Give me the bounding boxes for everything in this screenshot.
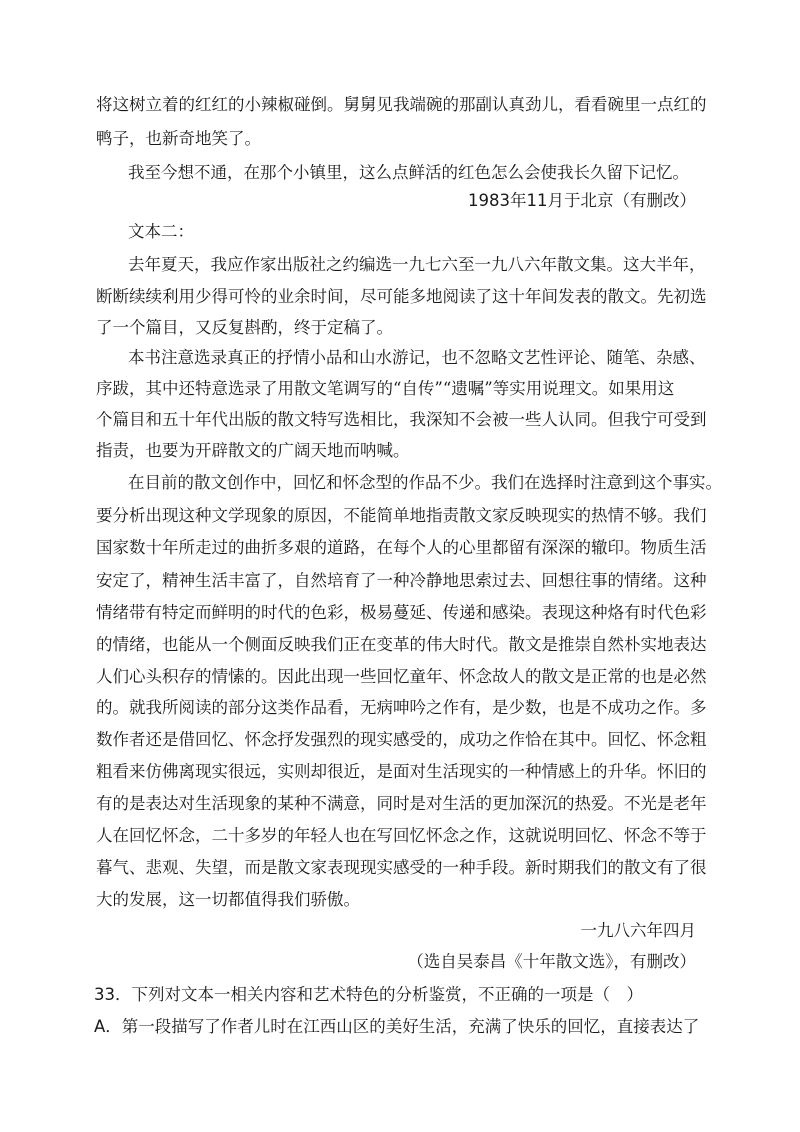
text-line: 鸭子，也新奇地笑了。 [96,129,261,148]
text-line: 情绪带有特定而鲜明的时代的色彩，极易蔓延、传递和感染。表现这种烙有时代色彩 [96,603,707,622]
text-line: 暮气、悲观、失望，而是散文家表现现实感受的一种手段。新时期我们的散文有了很 [96,858,707,877]
text-line: 的。就我所阅读的部分这类作品看，无病呻吟之作有，是少数，也是不成功之作。多 [96,698,707,717]
text-line: 国家数十年所走过的曲折多艰的道路，在每个人的心里都留有深深的辙印。物质生活 [96,538,707,557]
source-citation: （选自吴泰昌《十年散文选》，有删改） [407,952,696,971]
date-line: 1983年11月于北京（有删改） [468,191,696,210]
text-line: 安定了，精神生活丰富了，自然培育了一种冷静地思索过去、回想往事的情绪。这种 [96,571,707,590]
text-line: 数作者还是借回忆、怀念抒发强烈的现实感受的，成功之作恰在其中。回忆、怀念粗 [96,730,707,749]
text-line: 序跋，其中还特意选录了用散文笔调写的“自传”“遗嘱”等实用说理文。如果用这 [96,379,675,398]
text-line: 去年夏天，我应作家出版社之约编选一九七六至一九八六年散文集。这大半年， [128,255,706,274]
text-line: 在目前的散文创作中，回忆和怀念型的作品不少。我们在选择时注意到这个事实。 [128,473,722,492]
text-line: 了一个篇目，又反复斟酌，终于定稿了。 [96,318,393,337]
text-line: 人在回忆怀念，二十多岁的年轻人也在写回忆怀念之作，这就说明回忆、怀念不等于 [96,826,707,845]
text-line: 本书注意选录真正的抒情小品和山水游记，也不忽略文艺性评论、随笔、杂感、 [128,348,706,367]
section-heading: 文本二： [128,222,194,241]
text-line: 断断续续利用少得可怜的业余时间，尽可能多地阅读了这十年间发表的散文。先初选 [96,287,707,306]
question-33: 33．下列对文本一相关内容和艺术特色的分析鉴赏，不正确的一项是（ ） [94,985,643,1004]
text-line: 指责，也要为开辟散文的广阔天地而呐喊。 [96,441,410,460]
text-line: 将这树立着的红红的小辣椒碰倒。舅舅见我端碗的那副认真劲儿，看看碗里一点红的 [96,95,707,114]
text-line: 大的发展，这一切都值得我们骄傲。 [96,890,360,909]
date-line: 一九八六年四月 [580,921,696,940]
text-line: 人们心头积存的情愫的。因此出现一些回忆童年、怀念故人的散文是正常的也是必然 [96,667,707,686]
option-a: A．第一段描写了作者儿时在江西山区的美好生活，充满了快乐的回忆，直接表达了 [94,1017,700,1036]
text-line: 的情绪，也能从一个侧面反映我们正在变革的伟大时代。散文是推崇自然朴实地表达 [96,635,707,654]
text-line: 我至今想不通，在那个小镇里，这么点鲜活的红色怎么会使我长久留下记忆。 [128,163,689,182]
text-line: 有的是表达对生活现象的某种不满意，同时是对生活的更加深沉的热爱。不光是老年 [96,794,707,813]
text-line: 个篇目和五十年代出版的散文特写选相比，我深知不会被一些人认同。但我宁可受到 [96,410,707,429]
text-line: 粗看来仿佛离现实很远，实则却很近，是面对生活现实的一种情感上的升华。怀旧的 [96,762,707,781]
text-line: 要分析出现这种文学现象的原因，不能简单地指责散文家反映现实的热情不够。我们 [96,506,707,525]
